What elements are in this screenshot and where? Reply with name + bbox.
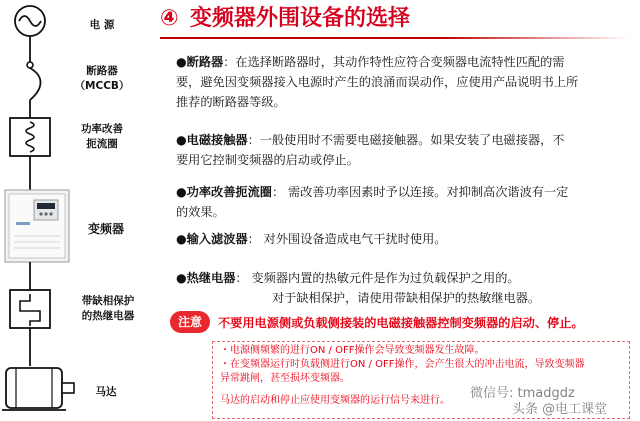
bullet-breaker (176, 52, 628, 112)
notice-badge: 注意 (170, 311, 210, 333)
watermark-toutiao: 头条 @电工课堂 (512, 402, 608, 417)
bullet-line: ： 变频器内置的热敏元件是作为过负载保护之用的。 (235, 271, 520, 285)
bullet-contactor (176, 130, 628, 170)
bullet-line: 要，避免因变频器接入电源时产生的浪涌而误动作，应使用产品说明书上所 (176, 75, 579, 89)
warning-line: 异常跳闸，甚至损坏变频器。 (220, 373, 350, 384)
device-label-text: 带缺相保护 (81, 295, 135, 307)
bullet-line: 的效果。 (176, 205, 225, 219)
device-label-text: 马达 (95, 386, 117, 398)
device-label-power (72, 18, 132, 33)
warning-line: ・在变频器运行时负载侧进行ON / OFF操作，会产生很大的冲击电流，导致变频器 (220, 359, 585, 370)
page-title (160, 4, 560, 34)
device-label-text: 变频器 (87, 222, 124, 236)
bullet-head: ●电磁接触器 (176, 133, 248, 147)
device-label-sub: 的热继电器 (81, 310, 135, 322)
warning-line: ・电源侧频繁的进行ON / OFF操作会导致变频器发生故障。 (220, 345, 485, 356)
motor-icon (2, 368, 74, 410)
device-label-thermal-relay (72, 294, 144, 324)
title-number: ④ (160, 6, 179, 31)
bullet-line: ：一般使用时不需要电磁接触器。如果安装了电磁接器，不 (247, 133, 565, 147)
inverter-icon (5, 190, 69, 262)
bullet-line: 要用它控制变频器的启动或停止。 (176, 153, 359, 167)
title-underline (160, 37, 630, 39)
bullet-head: ●断路器 (176, 55, 224, 69)
bullet-line: ：在选择断路器时，其动作特性应符合变频器电流特性匹配的需 (223, 55, 565, 69)
device-label-sub: （MCCB） (74, 80, 130, 92)
device-label-reactor (72, 122, 132, 152)
warning-line: 马达的启动和停止应使用变频器的运行信号来进行。 (220, 395, 450, 406)
title-text: 变频器外围设备的选择 (190, 6, 411, 31)
device-label-sub: 扼流圈 (86, 138, 118, 150)
device-label-text: 电 源 (89, 19, 115, 31)
bullet-line: 推荐的断路器等级。 (176, 95, 286, 109)
bullet-line: ： 对外围设备造成电气干扰时使用。 (247, 232, 447, 246)
device-label-breaker (72, 64, 132, 94)
reactor-icon (10, 118, 50, 156)
bullet-head: ●输入滤波器 (176, 232, 248, 246)
breaker-icon (27, 62, 41, 100)
bullet-reactor (176, 182, 628, 222)
watermark-wechat: 微信号: tmadgdz (470, 386, 575, 401)
device-label-text: 功率改善 (81, 123, 123, 135)
bullet-head: ●热继电器 (176, 271, 236, 285)
bullet-head: ●功率改善扼流圈 (176, 185, 272, 199)
notice-text: 不要用电源侧或负载侧接装的电磁接触器控制变频器的启动、停止。 (218, 316, 584, 330)
device-label-motor (86, 385, 126, 400)
bullet-line: 对于缺相保护，请使用带缺相保护的热敏继电器。 (272, 291, 541, 305)
device-label-inverter (76, 222, 136, 237)
device-label-text: 断路器 (86, 65, 118, 77)
thermal-relay-icon (10, 290, 50, 328)
bullet-line: ： 需改善功率因素时予以连接。对抑制高次谐波有一定 (271, 185, 569, 199)
bullet-filter (176, 229, 628, 249)
bullet-thermal-relay (176, 268, 628, 308)
ac-source-icon (15, 6, 45, 36)
